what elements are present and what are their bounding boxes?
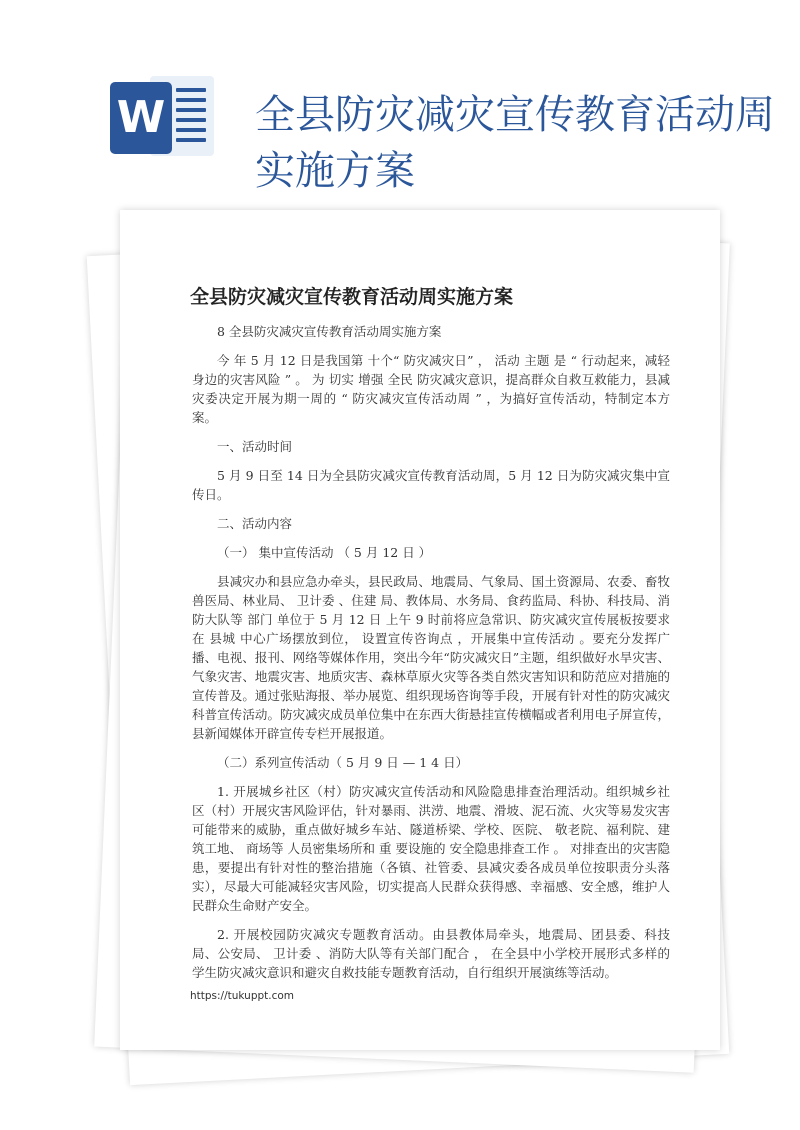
- subsection-heading-focused: （一） 集中宣传活动 （ 5 月 12 日 ）: [217, 545, 432, 560]
- paragraph-time: 5 月 9 日至 14 日为全县防灾减灾宣传教育活动周，5 月 12 日为防灾减灾集中宣传日。: [192, 468, 670, 502]
- paragraph-community-activity: 1. 开展城乡社区（村）防灾减灾宣传活动和风险隐患排查治理活动。组织城乡社区（村）开展灾害风险评估，针对暴雨、洪涝、地震、滑坡、泥石流、火灾等易发灾害可能带来的威胁，重点做好城乡车站、隧道桥梁、学校、医院、 敬老院、福利院、建筑工地、 商场等 人员密集场所和 重 要设施的 安全隐患排查工作 。 对排查出的灾害隐患，要提出有针对性的整治措施（各镇、社管委、县减灾委各成员单位按职责分头落实），尽最大可能减轻灾害风险，切实提高人民群众获得感、幸福感、安全感，维护人民群众生命财产安全。: [192, 784, 670, 913]
- page-title: 全县防灾减灾宣传教育活动周实施方案: [255, 91, 775, 194]
- footer-url: https://tukuppt.com: [190, 990, 295, 1002]
- subsection-heading-series: （二）系列宣传活动（ 5 月 9 日 — 1 4 日）: [217, 755, 469, 770]
- section-heading-time: 一、活动时间: [217, 439, 293, 454]
- word-document-icon: [110, 72, 214, 160]
- paragraph-school-activity: 2. 开展校园防灾减灾专题教育活动。由县教体局牵头，地震局、团县委、科技局、公安局、 卫计委 、消防大队等有关部门配合 ， 在全县中小学校开展形式多样的学生防灾减灾意识和避灾自救技能专题教育活动，自行组织开展演练等活动。: [192, 927, 670, 980]
- paragraph-focused-activity: 县减灾办和县应急办牵头，县民政局、地震局、气象局、国土资源局、农委、畜牧兽医局、林业局、 卫计委 、住建 局、教体局、水务局、食药监局、科协、科技局、消防大队等 部门 单位于 5 月 12 日 上午 9 时前将应急常识、防灾减灾宣传展板按要求在 县城 中心广场摆放到位， 设置宣传咨询点 ，开展集中宣传活动 。要充分发挥广播、电视、报刊、网络等媒体作用，突出今年“防灾减灾日”主题，组织做好水旱灾害、气象灾害、地震灾害、地质灾害、森林草原火灾等各类自然灾害知识和防范应对措施的宣传普及。通过张贴海报、举办展览、组织现场咨询等手段，开展有针对性的防灾减灾科普宣传活动。防灾减灾成员单位集中在东西大街悬挂宣传横幅或者利用电子屏宣传，县新闻媒体开辟宣传专栏开展报道。: [192, 574, 670, 741]
- section-heading-content: 二、活动内容: [217, 516, 293, 531]
- page-header: [0, 0, 800, 215]
- document-subtitle: 8 全县防灾减灾宣传教育活动周实施方案: [217, 324, 442, 339]
- word-letter-badge: W: [110, 82, 172, 154]
- document-body: [192, 322, 670, 992]
- paragraph-intro: 今 年 5 月 12 日是我国第 十个“ 防灾减灾日” ， 活动 主题 是 “ 行动起来，减轻身边的灾害风险 ” 。 为 切实 增强 全民 防灾减灾意识，提高群众自救互救能力，县减灾委决定开展为期一周的 “ 防灾减灾宣传活动周 ” ，为搞好宣传活动，特制定本方案。: [192, 353, 670, 425]
- document-title: 全县防灾减灾宣传教育活动周实施方案: [190, 286, 514, 308]
